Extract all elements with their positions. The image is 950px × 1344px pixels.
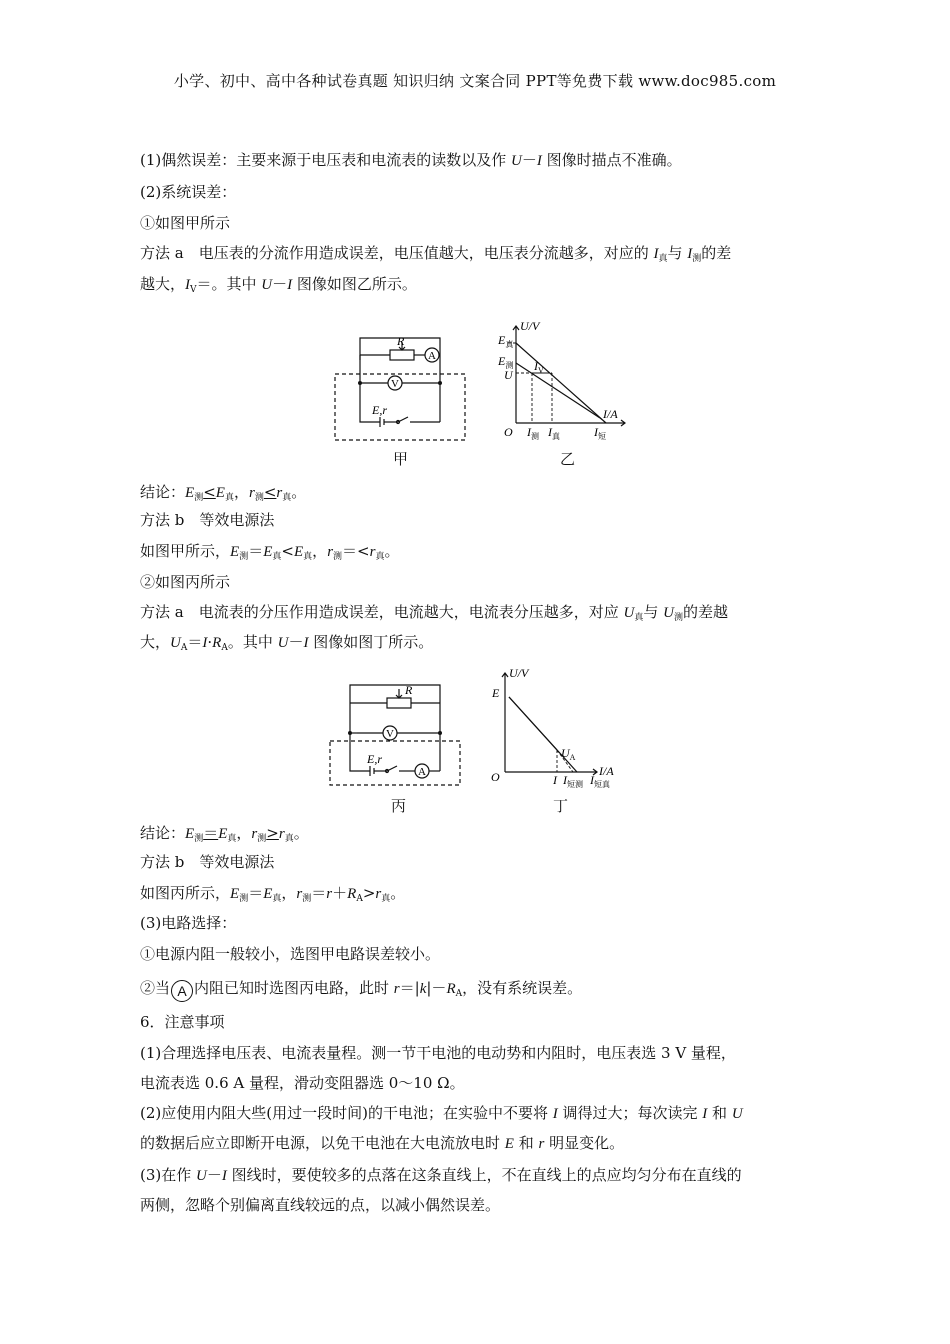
ua-label: $U_A$ bbox=[561, 746, 576, 762]
heading-notes: 6．注意事项 bbox=[140, 1013, 225, 1031]
figure-circuit-bing bbox=[325, 675, 470, 790]
ammeter-label-2: A bbox=[418, 766, 426, 778]
i-meas-label: $I_测$ bbox=[527, 425, 539, 441]
paragraph-accidental-error: (1)偶然误差：主要来源于电压表和电流表的读数以及作 U－I 图像时描点不准确。 bbox=[140, 151, 682, 169]
caption-jia: 甲 bbox=[393, 450, 409, 468]
e-label: E bbox=[492, 686, 500, 700]
paragraph-choice-1: ①电源内阻一般较小，选图甲电路误差较小。 bbox=[140, 945, 441, 963]
caption-ding: 丁 bbox=[553, 797, 569, 815]
heading-system-error: (2)系统误差： bbox=[140, 183, 237, 201]
paragraph-choice-2: ②当 A 内阻已知时选图丙电路，此时 $r=|k|-R_A$，没有系统误差。 bbox=[140, 978, 582, 1002]
i-true-label: $I_真$ bbox=[548, 425, 560, 441]
paragraph-note-3-cont: 两侧，忽略个别偏离直线较远的点，以减小偶然误差。 bbox=[140, 1196, 501, 1214]
paragraph-note-2: (2)应使用内阻大些(用过一段时间)的干电池；在实验中不要将 I 调得过大；每次读完 I 和 U bbox=[140, 1104, 743, 1122]
resistor-label: R bbox=[397, 334, 405, 348]
i-short-label: $I_短$ bbox=[594, 425, 606, 441]
figure-circuit-jia bbox=[330, 330, 470, 445]
conclusion-2: 结论：$E_测=E_真$，$r_测>r_真$。 bbox=[140, 824, 309, 844]
figure-graph-yi bbox=[490, 318, 635, 448]
voltmeter-label-2: V bbox=[386, 728, 394, 740]
paragraph-method-a-2: 方法 a 电流表的分压作用造成误差，电流越大，电流表分压越多，对应 $U_真$与 $U_测$的差越 bbox=[140, 603, 728, 623]
origin-label: O bbox=[504, 425, 513, 439]
caption-yi: 乙 bbox=[560, 450, 576, 468]
paragraph-note-3: (3)在作 U－I 图线时，要使较多的点落在这条直线上，不在直线上的点应均匀分布在直线的 bbox=[140, 1166, 742, 1184]
ammeter-label: A bbox=[428, 350, 436, 362]
page-header: 小学、初中、高中各种试卷真题 知识归纳 文案合同 PPT等免费下载 www.doc985.com bbox=[173, 72, 777, 90]
method-b-1: 方法 b 等效电源法 bbox=[140, 511, 275, 529]
paragraph-method-a-2-cont: 大，$U_A=I\cdot R_A$。其中 U－I 图像如图丁所示。 bbox=[140, 633, 434, 653]
u-label: U bbox=[504, 368, 513, 382]
paragraph-method-a-1: 方法 a 电压表的分流作用造成误差，电压值越大，电压表分流越多，对应的 $I_真$与 $I_测$的差 bbox=[140, 244, 732, 264]
caption-bing: 丙 bbox=[391, 797, 407, 815]
paragraph-note-1: (1)合理选择电压表、电流表量程。测一节干电池的电动势和内阻时，电压表选 3 V 量程， bbox=[140, 1044, 736, 1062]
heading-figure-jia: ①如图甲所示 bbox=[140, 214, 231, 232]
i-axis-label-2: I/A bbox=[599, 764, 614, 778]
paragraph-note-2-cont: 的数据后应立即断开电源，以免干电池在大电流放电时 E 和 r 明显变化。 bbox=[140, 1134, 625, 1152]
origin-label-2: O bbox=[491, 770, 500, 784]
u-axis-label: U/V bbox=[520, 319, 540, 333]
method-b-2: 方法 b 等效电源法 bbox=[140, 853, 275, 871]
u-axis-label-2: U/V bbox=[509, 666, 529, 680]
ammeter-symbol-icon: A bbox=[171, 980, 193, 1002]
figure-graph-ding bbox=[487, 665, 637, 795]
i-short-meas-label: $I_{短测}$ bbox=[563, 773, 583, 789]
paragraph-equiv-2: 如图丙所示，$E_测=E_真$，$r_测=r+R_A>r_真$。 bbox=[140, 884, 406, 904]
paragraph-method-a-1-cont: 越大，$I_V=$。其中 U－I 图像如图乙所示。 bbox=[140, 275, 417, 295]
source-label-2: E,r bbox=[367, 752, 382, 766]
paragraph-note-1-cont: 电流表选 0.6 A 量程，滑动变阻器选 0～10 Ω。 bbox=[140, 1074, 465, 1092]
heading-figure-bing: ②如图丙所示 bbox=[140, 573, 231, 591]
i-axis-label: I/A bbox=[603, 407, 618, 421]
conclusion-1: 结论：$E_测<E_真$，$r_测<r_真$。 bbox=[140, 483, 307, 503]
source-label: E,r bbox=[372, 403, 387, 417]
e-meas-label: $E_测$ bbox=[498, 354, 514, 370]
paragraph-equiv-1: 如图甲所示，$E_测=E_真<E_真$，$r_测=<r_真$。 bbox=[140, 542, 400, 562]
resistor-label-2: R bbox=[405, 683, 413, 697]
e-true-label: $E_真$ bbox=[498, 333, 514, 349]
iv-label: $I_V$ bbox=[534, 359, 544, 375]
i-label: I bbox=[553, 773, 557, 787]
voltmeter-label: V bbox=[391, 378, 399, 390]
heading-circuit-choice: (3)电路选择： bbox=[140, 914, 237, 932]
i-short-true-label: $I_{短真}$ bbox=[590, 773, 610, 789]
